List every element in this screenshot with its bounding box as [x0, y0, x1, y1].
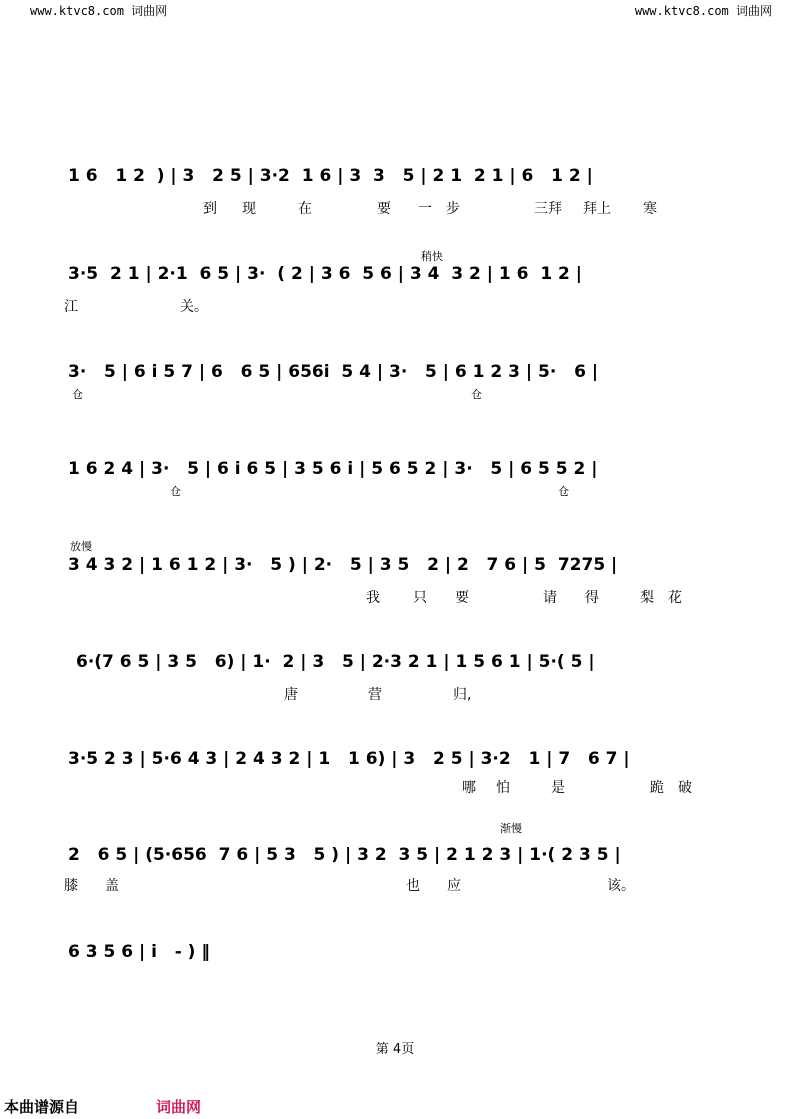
lyric: 营	[368, 687, 382, 703]
lyric: 唐	[284, 687, 298, 703]
notes-line-6: 6·(7 6 5 | 3 5 6) | 1· 2 | 3 5 | 2·3 2 1 | 1 5 6 1 | 5·( 5 |	[76, 652, 595, 672]
lyric: 得	[585, 590, 599, 606]
notes-line-8: 2 6 5 | (5·656 7 6 | 5 3 5 ) | 3 2 3 5 | 2 1 2 3 | 1·( 2 3 5 |	[68, 845, 621, 865]
page-number: 第 4页	[375, 1042, 415, 1057]
lyric: 要	[377, 201, 391, 217]
lyric: 拜上	[583, 201, 611, 217]
notes-line-1: 1 6 1 2 ) | 3 2 5 | 3·2 1 6 | 3 3 5 | 2 1 2 1 | 6 1 2 |	[68, 166, 593, 186]
lyric: 现	[242, 201, 256, 217]
notes-line-5: 3 4 3 2 | 1 6 1 2 | 3· 5 ) | 2· 5 | 3 5 2 | 2 7 6 | 5 7275 |	[68, 555, 618, 575]
gong-mark: 仓	[558, 485, 569, 498]
lyric: 该。	[607, 878, 635, 894]
score-line-1	[0, 166, 790, 246]
lyric: 花	[668, 590, 682, 606]
notes-line-4: 1 6 2 4 | 3· 5 | 6 i 6 5 | 3 5 6 i | 5 6 5 2 | 3· 5 | 6 5 5 2 |	[68, 459, 598, 479]
lyric: 归,	[453, 687, 472, 703]
lyric: 关。	[180, 299, 208, 315]
score-line-2	[0, 264, 790, 344]
lyric: 请	[543, 590, 557, 606]
gong-mark: 仓	[471, 388, 482, 401]
tempo-mark: 稍快	[421, 250, 443, 263]
lyric: 我	[366, 590, 380, 606]
lyric: 寒	[643, 201, 657, 217]
lyric: 也	[406, 878, 420, 894]
footer-site-logo: 词曲网	[156, 1098, 202, 1116]
lyric: 一	[418, 201, 432, 217]
lyric: 盖	[105, 878, 119, 894]
score-line-4	[0, 459, 790, 539]
score-line-6	[0, 652, 790, 732]
tempo-mark: 渐慢	[500, 822, 522, 835]
notes-line-7: 3·5 2 3 | 5·6 4 3 | 2 4 3 2 | 1 1 6) | 3 2 5 | 3·2 1 | 7 6 7 |	[68, 749, 630, 769]
lyric: 是	[551, 780, 565, 796]
lyric: 应	[447, 878, 461, 894]
score-line-7	[0, 749, 790, 829]
score-line-8	[0, 845, 790, 925]
lyric: 江	[64, 299, 78, 315]
header-right-url: www.ktvc8.com 词曲网	[634, 4, 772, 18]
lyric: 跪	[650, 780, 664, 796]
header-left-url: www.ktvc8.com 词曲网	[30, 4, 168, 18]
notes-line-9: 6 3 5 6 | i - ) ‖	[68, 942, 210, 962]
notes-line-2: 3·5 2 1 | 2·1 6 5 | 3· ( 2 | 3 6 5 6 | 3 4 3 2 | 1 6 1 2 |	[68, 264, 583, 284]
gong-mark: 仓	[170, 485, 181, 498]
lyric: 梨	[640, 590, 654, 606]
lyric: 要	[455, 590, 469, 606]
lyric: 在	[298, 201, 312, 217]
lyric: 只	[413, 590, 427, 606]
score-line-9	[0, 942, 790, 1022]
footer-source-label: 本曲谱源自	[4, 1098, 80, 1116]
lyric: 怕	[496, 780, 510, 796]
notes-line-3: 3· 5 | 6 i 5 7 | 6 6 5 | 656i 5 4 | 3· 5 | 6 1 2 3 | 5· 6 |	[68, 362, 599, 382]
lyric: 步	[446, 201, 460, 217]
tempo-mark: 放慢	[70, 540, 92, 553]
gong-mark: 仓	[72, 388, 83, 401]
score-line-5	[0, 555, 790, 635]
lyric: 到	[203, 201, 217, 217]
lyric: 破	[678, 780, 692, 796]
lyric: 三拜	[534, 201, 562, 217]
score-line-3	[0, 362, 790, 442]
lyric: 哪	[462, 780, 476, 796]
lyric: 膝	[64, 878, 78, 894]
